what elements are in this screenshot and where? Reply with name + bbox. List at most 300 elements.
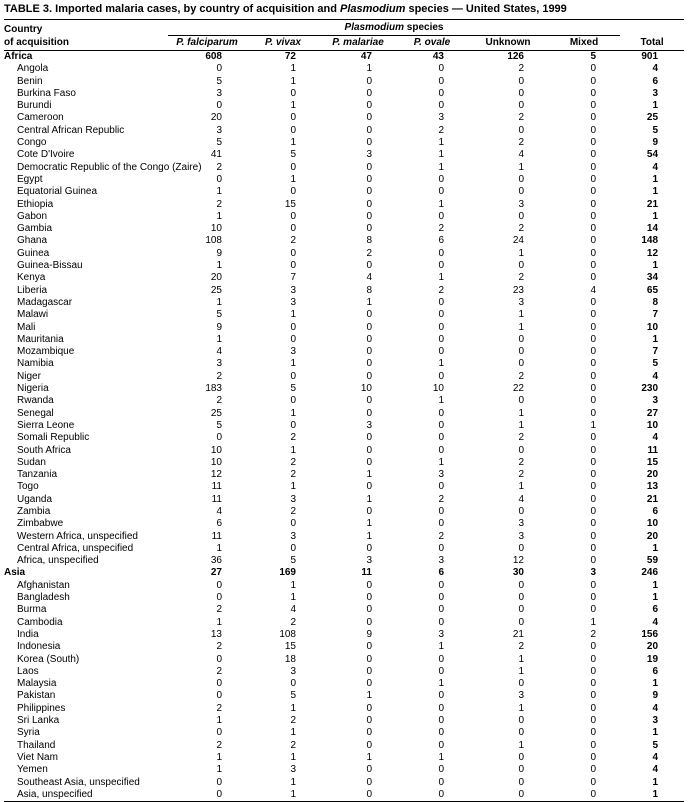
country-cell: Equatorial Guinea <box>17 186 98 198</box>
species-count-cell: 4 <box>590 284 597 296</box>
country-cell: India <box>17 628 39 640</box>
header-country-line1: Country <box>4 23 43 35</box>
country-cell: Viet Nam <box>17 751 58 763</box>
species-count-cell: 0 <box>518 678 524 690</box>
country-cell: Rwanda <box>17 395 54 407</box>
species-count-cell: 1 <box>290 309 296 321</box>
species-count-cell: 8 <box>366 235 372 247</box>
row-total-cell: 20 <box>646 469 659 481</box>
table-row <box>4 727 684 739</box>
species-count-cell: 2 <box>290 616 296 628</box>
table-header-row-columns <box>4 36 684 51</box>
species-count-cell: 1 <box>438 751 444 763</box>
species-count-cell: 1 <box>290 75 296 87</box>
row-total-cell: 15 <box>646 456 659 468</box>
species-count-cell: 5 <box>216 75 222 87</box>
species-count-cell: 126 <box>507 51 524 62</box>
row-total-cell: 7 <box>652 346 659 358</box>
species-count-cell: 0 <box>590 63 597 75</box>
species-count-cell: 47 <box>360 51 372 62</box>
species-count-cell: 0 <box>590 210 597 222</box>
species-count-cell: 2 <box>518 432 524 444</box>
country-cell: Laos <box>17 665 39 677</box>
species-count-cell: 0 <box>590 579 597 591</box>
species-count-cell: 0 <box>366 776 372 788</box>
species-count-cell: 3 <box>518 530 524 542</box>
species-count-cell: 0 <box>590 604 597 616</box>
country-cell: Korea (South) <box>17 653 80 665</box>
species-count-cell: 0 <box>366 505 372 517</box>
table-row <box>4 518 684 530</box>
species-count-cell: 0 <box>438 776 444 788</box>
species-count-cell: 0 <box>366 604 372 616</box>
species-count-cell: 0 <box>366 137 372 149</box>
species-count-cell: 0 <box>438 186 444 198</box>
table-row <box>4 420 684 432</box>
species-count-cell: 1 <box>216 333 222 345</box>
table-row <box>4 322 684 334</box>
species-count-cell: 3 <box>366 149 372 161</box>
species-count-cell: 0 <box>518 542 524 554</box>
species-count-cell: 0 <box>438 505 444 517</box>
species-count-cell: 0 <box>438 665 444 677</box>
table-row <box>4 715 684 727</box>
species-count-cell: 1 <box>290 63 296 75</box>
species-count-cell: 0 <box>590 186 597 198</box>
species-count-cell: 0 <box>366 641 372 653</box>
species-count-cell: 1 <box>216 542 222 554</box>
row-total-cell: 20 <box>646 641 659 653</box>
species-count-cell: 0 <box>366 223 372 235</box>
header-country-line2: of acquisition <box>4 36 168 51</box>
country-cell: Burundi <box>17 100 52 112</box>
species-count-cell: 0 <box>366 764 372 776</box>
table-row <box>4 297 684 309</box>
table-row <box>4 567 684 579</box>
species-count-cell: 0 <box>438 579 444 591</box>
country-cell: Niger <box>17 370 41 382</box>
table-row <box>4 494 684 506</box>
species-count-cell: 0 <box>590 407 597 419</box>
species-count-cell: 10 <box>210 223 222 235</box>
row-total-cell: 14 <box>646 223 659 235</box>
species-count-cell: 25 <box>210 407 222 419</box>
country-cell: Indonesia <box>17 641 61 653</box>
species-count-cell: 3 <box>290 346 296 358</box>
species-count-cell: 18 <box>284 653 296 665</box>
species-count-cell: 0 <box>438 296 444 308</box>
species-count-cell: 0 <box>366 75 372 87</box>
species-count-cell: 3 <box>366 419 372 431</box>
species-count-cell: 0 <box>518 715 524 727</box>
species-count-cell: 0 <box>438 407 444 419</box>
species-count-cell: 1 <box>290 444 296 456</box>
species-count-cell: 1 <box>366 296 372 308</box>
species-count-cell: 0 <box>290 223 296 235</box>
row-total-cell: 1 <box>652 678 659 690</box>
species-count-cell: 1 <box>216 715 222 727</box>
species-count-cell: 10 <box>360 383 372 395</box>
species-count-cell: 2 <box>290 456 296 468</box>
species-count-cell: 0 <box>590 100 597 112</box>
species-count-cell: 23 <box>512 284 524 296</box>
species-count-cell: 41 <box>210 149 222 161</box>
species-count-cell: 0 <box>438 653 444 665</box>
species-count-cell: 10 <box>210 444 222 456</box>
species-count-cell: 3 <box>290 764 296 776</box>
row-total-cell: 1 <box>652 592 659 604</box>
species-count-cell: 0 <box>366 678 372 690</box>
title-prefix: TABLE 3. Imported malaria cases, by country of acquisition and <box>4 3 340 15</box>
species-count-cell: 0 <box>290 260 296 272</box>
row-total-cell: 59 <box>646 555 659 567</box>
country-cell: Africa, unspecified <box>17 555 99 567</box>
species-count-cell: 0 <box>590 739 597 751</box>
country-cell: Sierra Leone <box>17 419 75 431</box>
species-count-cell: 2 <box>290 469 296 481</box>
species-count-cell: 0 <box>216 653 222 665</box>
species-count-cell: 11 <box>211 493 222 505</box>
species-count-cell: 1 <box>518 407 524 419</box>
country-cell: Uganda <box>17 493 53 505</box>
column-header-p-ovale: P. ovale <box>396 36 468 51</box>
species-count-cell: 3 <box>518 690 524 702</box>
table-row <box>4 63 684 75</box>
species-count-cell: 3 <box>290 284 296 296</box>
species-count-cell: 2 <box>366 247 372 259</box>
species-count-cell: 25 <box>210 284 222 296</box>
species-count-cell: 9 <box>216 247 222 259</box>
table-row <box>4 112 684 124</box>
species-count-cell: 1 <box>290 137 296 149</box>
species-count-cell: 0 <box>590 469 597 481</box>
species-count-cell: 1 <box>590 419 597 431</box>
title-suffix: species — United States, 1999 <box>405 3 567 15</box>
species-count-cell: 0 <box>590 653 597 665</box>
species-count-cell: 0 <box>590 518 597 530</box>
species-count-cell: 0 <box>590 235 597 247</box>
row-total-cell: 6 <box>652 604 659 616</box>
species-count-cell: 1 <box>366 518 372 530</box>
table-row <box>4 76 684 88</box>
header-species-group <box>168 21 620 36</box>
country-cell: Gambia <box>17 223 53 235</box>
country-cell: Pakistan <box>17 690 56 702</box>
table-row <box>4 580 684 592</box>
row-total-cell: 3 <box>652 715 659 727</box>
species-count-cell: 3 <box>438 112 444 124</box>
species-count-cell: 183 <box>205 383 222 395</box>
row-total-cell: 7 <box>652 309 659 321</box>
table-row <box>4 789 684 802</box>
row-total-cell: 4 <box>652 764 659 776</box>
table-row <box>4 235 684 247</box>
species-count-cell: 2 <box>216 395 222 407</box>
row-total-cell: 4 <box>652 432 659 444</box>
species-count-cell: 4 <box>518 149 524 161</box>
species-count-cell: 0 <box>438 333 444 345</box>
species-count-cell: 1 <box>518 481 524 493</box>
species-count-cell: 2 <box>518 112 524 124</box>
species-count-cell: 2 <box>438 284 444 296</box>
species-count-cell: 0 <box>438 100 444 112</box>
row-total-cell: 6 <box>652 505 659 517</box>
species-count-cell: 0 <box>290 87 296 99</box>
species-count-cell: 2 <box>216 370 222 382</box>
row-total-cell: 901 <box>641 51 659 62</box>
species-count-cell: 0 <box>590 481 597 493</box>
species-group-genus: Plasmodium <box>344 22 405 33</box>
country-cell: Syria <box>17 727 40 739</box>
species-count-cell: 0 <box>366 702 372 714</box>
species-count-cell: 1 <box>366 751 372 763</box>
species-count-cell: 0 <box>366 100 372 112</box>
row-total-cell: 10 <box>646 518 659 530</box>
species-count-cell: 0 <box>438 702 444 714</box>
species-count-cell: 0 <box>518 444 524 456</box>
species-count-cell: 0 <box>366 333 372 345</box>
row-total-cell: 1 <box>652 579 659 591</box>
country-cell: Togo <box>17 481 39 493</box>
species-count-cell: 0 <box>518 87 524 99</box>
species-count-cell: 0 <box>290 395 296 407</box>
table-row <box>4 51 684 64</box>
country-cell: Somali Republic <box>17 432 90 444</box>
species-count-cell: 0 <box>290 542 296 554</box>
country-cell: Cote D'Ivoire <box>17 149 75 161</box>
species-count-cell: 0 <box>216 63 222 75</box>
species-count-cell: 0 <box>438 370 444 382</box>
species-count-cell: 0 <box>366 346 372 358</box>
country-cell: Malawi <box>17 309 49 321</box>
table-row <box>4 248 684 260</box>
country-cell: Democratic Republic of the Congo (Zaire) <box>17 161 202 173</box>
species-count-cell: 0 <box>216 579 222 591</box>
row-total-cell: 1 <box>652 173 659 185</box>
species-count-cell: 2 <box>290 235 296 247</box>
species-count-cell: 0 <box>366 542 372 554</box>
row-total-cell: 1 <box>652 333 659 345</box>
species-count-cell: 2 <box>518 469 524 481</box>
table-row <box>4 764 684 776</box>
row-total-cell: 27 <box>646 407 659 419</box>
table-row <box>4 703 684 715</box>
species-count-cell: 0 <box>590 358 597 370</box>
country-cell: Congo <box>17 137 47 149</box>
table-row <box>4 690 684 702</box>
species-count-cell: 0 <box>590 112 597 124</box>
species-count-cell: 1 <box>438 678 444 690</box>
country-cell: Gabon <box>17 210 48 222</box>
species-count-cell: 27 <box>210 567 222 579</box>
species-count-cell: 0 <box>518 346 524 358</box>
species-count-cell: 0 <box>590 776 597 788</box>
country-cell: Ethiopia <box>17 198 54 210</box>
table-row <box>4 346 684 358</box>
species-count-cell: 1 <box>438 395 444 407</box>
species-count-cell: 0 <box>438 309 444 321</box>
table-row <box>4 358 684 370</box>
species-count-cell: 1 <box>518 419 524 431</box>
species-count-cell: 0 <box>438 210 444 222</box>
species-count-cell: 2 <box>290 432 296 444</box>
species-count-cell: 1 <box>366 530 372 542</box>
species-count-cell: 2 <box>290 739 296 751</box>
species-count-cell: 2 <box>518 223 524 235</box>
row-total-cell: 156 <box>641 628 659 640</box>
species-count-cell: 1 <box>290 727 296 739</box>
species-count-cell: 1 <box>438 149 444 161</box>
table-row <box>4 272 684 284</box>
table-row <box>4 740 684 752</box>
species-count-cell: 0 <box>438 173 444 185</box>
species-count-cell: 0 <box>518 210 524 222</box>
species-count-cell: 0 <box>590 727 597 739</box>
species-count-cell: 2 <box>216 604 222 616</box>
species-count-cell: 0 <box>438 444 444 456</box>
country-cell: Cambodia <box>17 616 63 628</box>
species-count-cell: 0 <box>518 579 524 591</box>
species-count-cell: 0 <box>216 678 222 690</box>
species-count-cell: 0 <box>590 260 597 272</box>
country-cell: Mozambique <box>17 346 75 358</box>
species-count-cell: 0 <box>366 407 372 419</box>
species-count-cell: 0 <box>290 210 296 222</box>
species-count-cell: 0 <box>366 260 372 272</box>
species-count-cell: 1 <box>366 690 372 702</box>
row-total-cell: 4 <box>652 161 659 173</box>
species-count-cell: 0 <box>290 370 296 382</box>
column-header-unknown: Unknown <box>468 36 548 51</box>
species-count-cell: 0 <box>590 124 597 136</box>
row-total-cell: 6 <box>652 75 659 87</box>
row-total-cell: 1 <box>652 186 659 198</box>
row-total-cell: 25 <box>646 112 659 124</box>
row-total-cell: 10 <box>646 321 659 333</box>
row-total-cell: 4 <box>652 616 659 628</box>
species-count-cell: 2 <box>216 641 222 653</box>
table-row <box>4 445 684 457</box>
species-count-cell: 0 <box>590 641 597 653</box>
species-group-rest: species <box>404 22 444 33</box>
species-count-cell: 0 <box>216 100 222 112</box>
species-count-cell: 2 <box>438 223 444 235</box>
species-count-cell: 72 <box>284 51 296 62</box>
row-total-cell: 65 <box>646 284 659 296</box>
species-count-cell: 1 <box>518 161 524 173</box>
country-cell: Namibia <box>17 358 54 370</box>
species-count-cell: 0 <box>590 678 597 690</box>
species-count-cell: 5 <box>290 690 296 702</box>
species-count-cell: 0 <box>366 87 372 99</box>
table-header <box>4 21 684 51</box>
species-count-cell: 2 <box>518 63 524 75</box>
table-row <box>4 309 684 321</box>
table-row <box>4 777 684 789</box>
row-total-cell: 1 <box>652 788 659 800</box>
species-count-cell: 0 <box>518 592 524 604</box>
species-count-cell: 1 <box>216 751 222 763</box>
species-count-cell: 0 <box>590 75 597 87</box>
species-count-cell: 3 <box>290 493 296 505</box>
species-count-cell: 1 <box>366 63 372 75</box>
species-count-cell: 1 <box>438 272 444 284</box>
species-count-cell: 0 <box>438 419 444 431</box>
country-cell: Burma <box>17 604 47 616</box>
country-cell: Benin <box>17 75 43 87</box>
country-cell: Guinea-Bissau <box>17 260 83 272</box>
country-cell: Sri Lanka <box>17 715 60 727</box>
species-count-cell: 1 <box>290 358 296 370</box>
species-count-cell: 1 <box>518 247 524 259</box>
species-count-cell: 2 <box>216 702 222 714</box>
species-count-cell: 0 <box>366 395 372 407</box>
table-header-row-group <box>4 21 684 36</box>
country-cell: Guinea <box>17 247 50 259</box>
species-count-cell: 30 <box>512 567 524 579</box>
species-count-cell: 0 <box>590 432 597 444</box>
table-row <box>4 641 684 653</box>
row-total-cell: 1 <box>652 260 659 272</box>
species-count-cell: 0 <box>216 173 222 185</box>
species-count-cell: 0 <box>438 727 444 739</box>
row-total-cell: 1 <box>652 727 659 739</box>
species-count-cell: 2 <box>518 272 524 284</box>
species-count-cell: 0 <box>590 456 597 468</box>
species-count-cell: 6 <box>216 518 222 530</box>
row-total-cell: 54 <box>646 149 659 161</box>
country-cell: Western Africa, unspecified <box>17 530 138 542</box>
species-count-cell: 12 <box>210 469 222 481</box>
table-row <box>4 432 684 444</box>
species-count-cell: 4 <box>216 346 222 358</box>
species-count-cell: 0 <box>366 653 372 665</box>
country-cell: Angola <box>17 63 49 75</box>
species-count-cell: 0 <box>590 542 597 554</box>
table-row <box>4 481 684 493</box>
row-total-cell: 21 <box>646 493 659 505</box>
species-count-cell: 2 <box>518 641 524 653</box>
species-count-cell: 20 <box>210 112 222 124</box>
country-cell: South Africa <box>17 444 71 456</box>
species-count-cell: 0 <box>366 665 372 677</box>
species-count-cell: 0 <box>590 272 597 284</box>
country-cell: Cameroon <box>17 112 64 124</box>
row-total-cell: 8 <box>652 296 659 308</box>
species-count-cell: 0 <box>590 395 597 407</box>
country-cell: Afghanistan <box>17 579 70 591</box>
species-count-cell: 0 <box>590 493 597 505</box>
species-count-cell: 108 <box>205 235 222 247</box>
table-row <box>4 285 684 297</box>
species-count-cell: 0 <box>438 518 444 530</box>
species-count-cell: 0 <box>366 715 372 727</box>
row-total-cell: 3 <box>652 87 659 99</box>
species-count-cell: 0 <box>518 173 524 185</box>
species-count-cell: 3 <box>366 555 372 567</box>
species-count-cell: 0 <box>366 112 372 124</box>
table-row <box>4 125 684 137</box>
species-count-cell: 0 <box>438 260 444 272</box>
species-count-cell: 1 <box>438 198 444 210</box>
species-count-cell: 0 <box>518 505 524 517</box>
species-count-cell: 12 <box>512 555 524 567</box>
species-count-cell: 0 <box>590 370 597 382</box>
species-count-cell: 0 <box>366 579 372 591</box>
row-total-cell: 10 <box>646 419 659 431</box>
column-header-mixed: Mixed <box>548 36 620 51</box>
species-count-cell: 0 <box>438 715 444 727</box>
